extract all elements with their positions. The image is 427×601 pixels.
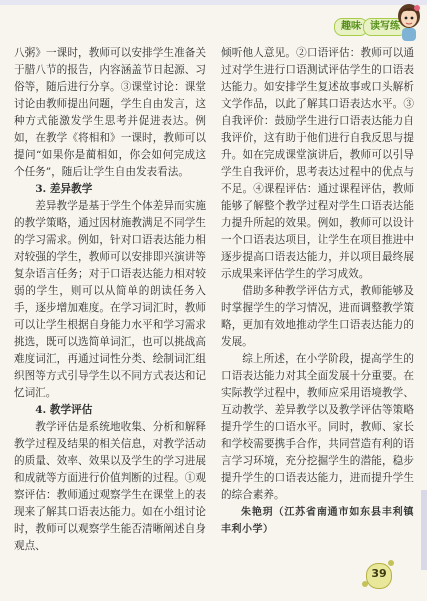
section-heading-differentiated-teaching: 3. 差异教学	[35, 183, 93, 195]
column-tag-fun: 趣味	[334, 18, 368, 36]
girl-mascot-icon	[393, 2, 425, 42]
right-text-column	[221, 45, 414, 538]
column-tag-read-write: 读写练	[363, 18, 407, 36]
paragraph: 倾听他人意见。②口语评估：教师可以通过对学生进行口语测试评估学生的口语表达能力。如安排学生复述故事或口头解析文学作品，以此了解其口语表达水平。③自我评价：鼓励学生进行口语表达能力自我评价，这有助于他们进行自我反思与提升。如在完成课堂演讲后，教师可以引导学生自我评价，思考表达过程中的优点与不足。④课程评估：通过课程评估，教师能够了解整个教学过程对学生口语表达能力提升所起的效果。例如，教师可以设计一个口语表达项目，让学生在项目推进中逐步提高口语表达能力，并以项目最终展示成果来评估学生的学习成效。	[221, 47, 414, 280]
left-text-column	[14, 45, 206, 555]
column-tag-separator: ·	[360, 20, 364, 31]
page-number: 39	[371, 567, 387, 580]
header-stripe	[0, 0, 427, 5]
decor-dot	[362, 581, 368, 587]
page-edge-tab	[421, 490, 427, 570]
paragraph: 教学评估是系统地收集、分析和解释教学过程及结果的相关信息，对教学活动的质量、效率、效果以及学生的学习进展和成就等方面进行价值判断的过程。①观察评估：教师通过观察学生在课堂上的表现来了解其口语表达能力。如在小组讨论时，教师可以观察学生能否清晰阐述自身观点、	[14, 421, 206, 552]
paragraph: 借助多种教学评估方式，教师能够及时掌握学生的学习情况，进而调整教学策略，更加有效地推动学生口语表达能力的发展。	[221, 285, 414, 348]
author-byline: 朱艳玥（江苏省南通市如东县丰利镇丰利小学）	[221, 507, 414, 535]
page-header	[0, 0, 427, 42]
page-number-badge	[366, 563, 396, 587]
section-heading-teaching-evaluation: 4. 教学评估	[35, 404, 93, 416]
paragraph: 综上所述，在小学阶段，提高学生的口语表达能力对其全面发展十分重要。在实际教学过程中，教师应采用语境教学、互动教学、差异教学以及教学评估等策略提升学生的口语水平。同时，教师、家长和学校需要携手合作，共同营造有利的语言学习环境，充分挖掘学生的潜能，稳步提升学生的口语表达能力，进而提升学生的综合素养。	[221, 353, 414, 501]
paragraph: 八粥》一课时，教师可以安排学生准备关于腊八节的报告，内容涵盖节日起源、习俗等，随后进行分享。③课堂讨论：课堂讨论由教师提出问题，学生自由发言，这种方式能激发学生思考并促进表达。例如，在教学《将相和》一课时，教师可以提问“如果你是蔺相如，你会如何完成这个任务”，随后让学生自由发表看法。	[14, 47, 206, 178]
paragraph: 差异教学是基于学生个体差异而实施的教学策略，通过因材施教满足不同学生的学习需求。例如，针对口语表达能力相对较强的学生，教师可以安排即兴演讲等复杂语言任务；对于口语表达能力相对较弱的学生，则可以从简单的朗读任务入手，逐步增加难度。在学习词汇时，教师可以让学生根据自身能力水平和学习需求挑选，既可以选简单词汇，也可以挑战高难度词汇，再通过词性分类、绘制词汇组织图等方式引导学生以不同方式表达和记忆词汇。	[14, 200, 206, 399]
decor-dot	[388, 560, 394, 566]
